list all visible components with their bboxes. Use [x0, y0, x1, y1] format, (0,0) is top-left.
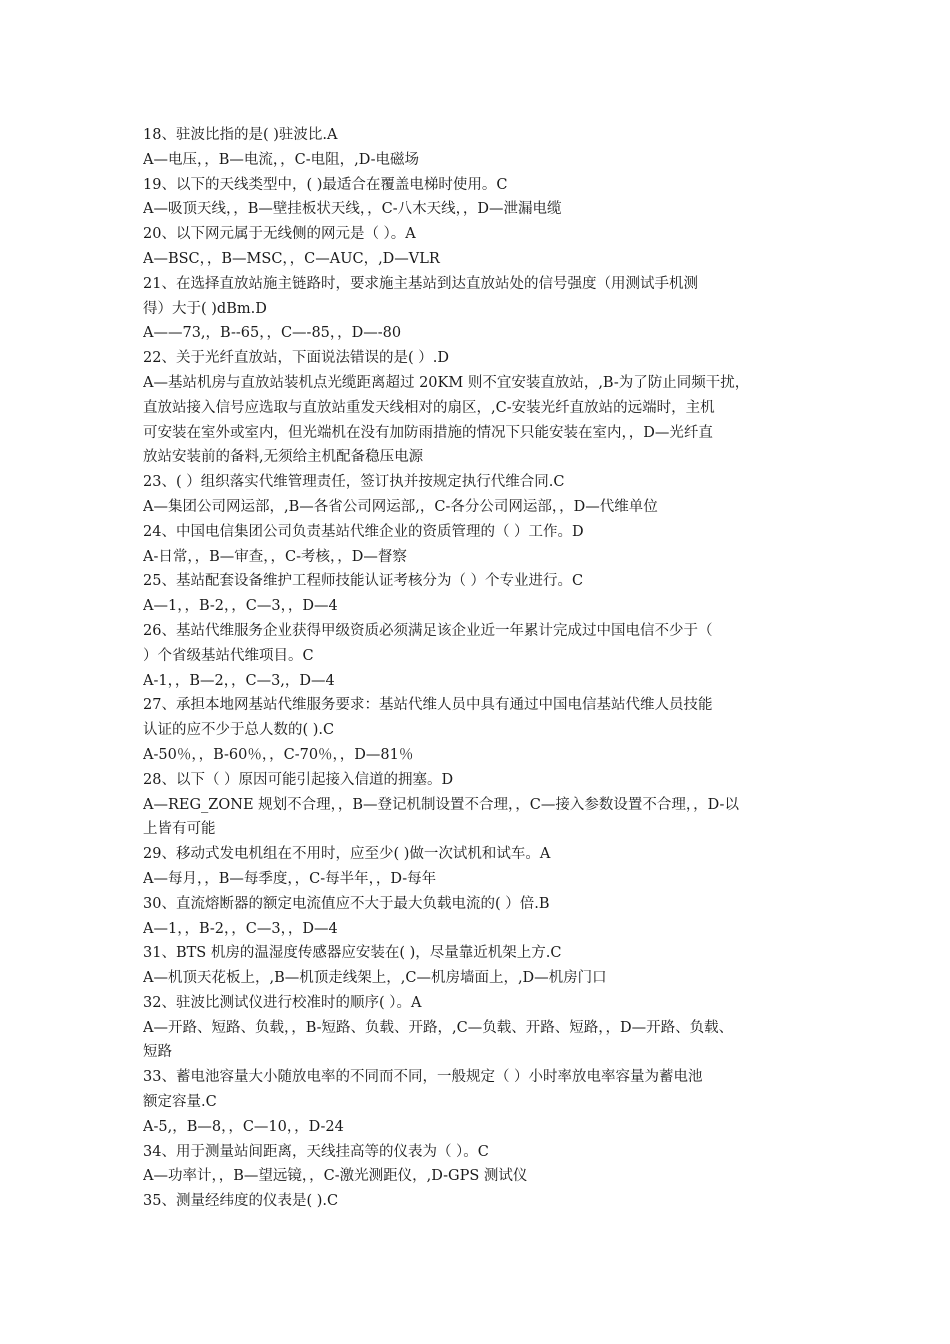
options-24: A-日常，，B—审查，，C-考核，，D—督察 [143, 548, 407, 565]
options-22-cont: 可安装在室外或室内，但光端机在没有加防雨措施的情况下只能安装在室内，，D—光纤直 [143, 424, 713, 441]
question-23: 23、( ）组织落实代维管理责任，签订执并按规定执行代维合同.C [143, 474, 565, 491]
options-25: A—1，，B-2，，C—3，，D—4 [143, 598, 338, 615]
options-22-cont: 放站安装前的备料,无须给主机配备稳压电源 [143, 449, 424, 466]
question-34: 34、用于测量站间距离，天线挂高等的仪表为（ ）。C [143, 1143, 489, 1160]
question-26-cont: ）个省级基站代维项目。C [143, 647, 314, 664]
options-19: A—吸顶天线，，B—壁挂板状天线，，C-八木天线，，D—泄漏电缆 [143, 201, 562, 218]
question-32: 32、驻波比测试仪进行校准时的顺序( ）。A [143, 994, 422, 1011]
options-23: A—集团公司网运部，,B—各省公司网运部,，C-各分公司网运部，，D—代维单位 [143, 498, 658, 515]
question-18: 18、驻波比指的是( )驻波比.A [143, 127, 338, 143]
options-28: A—REG_ZONE 规划不合理，，B—登记机制设置不合理，，C—接入参数设置不合理，，D-以 [143, 796, 739, 813]
options-32-cont: 短路 [143, 1044, 172, 1061]
question-35: 35、测量经纬度的仪表是( ).C [143, 1193, 339, 1210]
options-27: A-50％，，B-60％，，C-70％，，D—81％ [143, 746, 414, 763]
question-19: 19、以下的天线类型中，( )最适合在覆盖电梯时使用。C [143, 176, 508, 193]
options-33: A-5,，B—8，，C—10，，D-24 [143, 1118, 344, 1135]
question-25: 25、基站配套设备维护工程师技能认证考核分为（ ）个专业进行。C [143, 573, 584, 590]
question-24: 24、中国电信集团公司负责基站代维企业的资质管理的（ ）工作。D [143, 523, 584, 540]
question-31: 31、BTS 机房的温湿度传感器应安装在( )，尽量靠近机架上方.C [143, 945, 562, 962]
question-21-cont: 得）大于( )dBm.D [143, 300, 267, 317]
question-27-cont: 认证的应不少于总人数的( ).C [143, 722, 335, 739]
question-20: 20、以下网元属于无线侧的网元是（ ）。A [143, 226, 416, 243]
question-22: 22、关于光纤直放站，下面说法错误的是( ）.D [143, 350, 449, 367]
options-21: A——73,，B--65，，C—-85，，D—-80 [143, 325, 402, 342]
question-30: 30、直流熔断器的额定电流值应不大于最大负载电流的( ）倍.B [143, 895, 550, 912]
options-34: A—功率计，，B—望远镜，，C-激光测距仪，,D-GPS 测试仪 [143, 1168, 528, 1185]
options-28-cont: 上皆有可能 [143, 821, 216, 838]
question-27: 27、承担本地网基站代维服务要求：基站代维人员中具有通过中国电信基站代维人员技能 [143, 697, 713, 714]
question-29: 29、移动式发电机组在不用时，应至少( )做一次试机和试车。A [143, 846, 551, 863]
document-body [143, 123, 819, 1214]
question-33: 33、蓄电池容量大小随放电率的不同而不同，一般规定（ ）小时率放电率容量为蓄电池 [143, 1069, 703, 1086]
options-30: A—1，，B-2，，C—3，，D—4 [143, 920, 338, 937]
options-32: A—开路、短路、负载，，B-短路、负载、开路，,C—负载、开路、短路，，D—开路、负载、 [143, 1019, 734, 1036]
options-18: A—电压，，B—电流，，C-电阻，,D-电磁场 [143, 151, 420, 168]
question-28: 28、以下（ ）原因可能引起接入信道的拥塞。D [143, 771, 454, 788]
options-31: A—机顶天花板上，,B—机顶走线架上，,C—机房墙面上，,D—机房门口 [143, 970, 607, 987]
options-22-cont: 直放站接入信号应选取与直放站重发天线相对的扇区，,C-安装光纤直放站的远端时，主机 [143, 399, 715, 416]
question-33-cont: 额定容量.C [143, 1094, 217, 1111]
options-26: A-1，，B—2，，C—3,，D—4 [143, 672, 335, 689]
options-22: A—基站机房与直放站装机点光缆距离超过 20KM 则不宜安装直放站，,B-为了防止同频干扰， [143, 374, 750, 391]
question-26: 26、基站代维服务企业获得甲级资质必须满足该企业近一年累计完成过中国电信不少于（ [143, 622, 713, 639]
options-20: A—BSC，，B—MSC，，C—AUC，,D—VLR [143, 250, 440, 267]
question-21: 21、在选择直放站施主链路时，要求施主基站到达直放站处的信号强度（用测试手机测 [143, 275, 698, 292]
options-29: A—每月，，B—每季度，，C-每半年，，D-每年 [143, 870, 437, 887]
